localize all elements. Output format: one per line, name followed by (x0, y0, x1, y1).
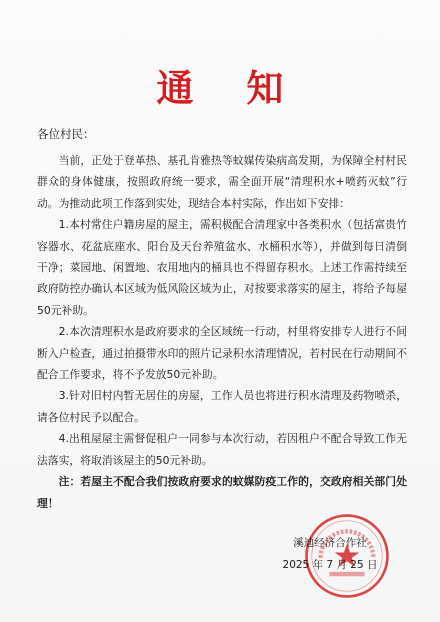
item-2-paragraph: 2.本次清理积水是政府要求的全区域统一行动，村里将安排专人进行不间断入户检查，通过拍摄带水印的照片记录积水清理情况，若村民在行动期间不配合工作要求，将不予发放50元补助。 (37, 325, 407, 382)
notice-title: 通 知 (156, 66, 304, 110)
item-1-paragraph: 1.本村常住户籍房屋的屋主，需积极配合清理家中各类积水（包括富贵竹容器水、花盆底座水、阳台及天台养殖盆水、水桶积水等），并做到每日清倒干净；菜园地、闲置地、农用地内的桶具也不得留存积水。上述工作需持续至政府防控办确认本区域为低风险区域为止，对按要求落实的屋主，将给予每屋50元补助。 (37, 218, 407, 317)
notice-body (37, 150, 407, 514)
organization-name: 溪迪经济合作社 (293, 537, 367, 549)
signature-block (265, 532, 395, 576)
note-paragraph: 注：若屋主不配合我们按政府要求的蚊媒防疫工作的，交政府相关部门处理！ (37, 475, 407, 510)
intro-paragraph: 当前，正处于登革热、基孔肯雅热等蚊媒传染病高发期，为保障全村村民群众的身体健康，按照政府统一要求，需全面开展“清理积水+喷药灭蚊”行动。为推动此项工作落到实处，现结合本村实际，作出如下安排： (37, 154, 407, 210)
issue-date: 2025 年 7 月 25 日 (282, 559, 378, 571)
item-4-paragraph: 4.出租屋屋主需督促租户一同参与本次行动，若因租户不配合导致工作无法落实，将取消该屋主的50元补助。 (37, 432, 407, 467)
item-3-paragraph: 3.针对旧村内暂无居住的房屋，工作人员也将进行积水清理及药物喷杀，请各位村民予以配合。 (37, 389, 407, 424)
salutation: 各位村民： (37, 127, 95, 141)
